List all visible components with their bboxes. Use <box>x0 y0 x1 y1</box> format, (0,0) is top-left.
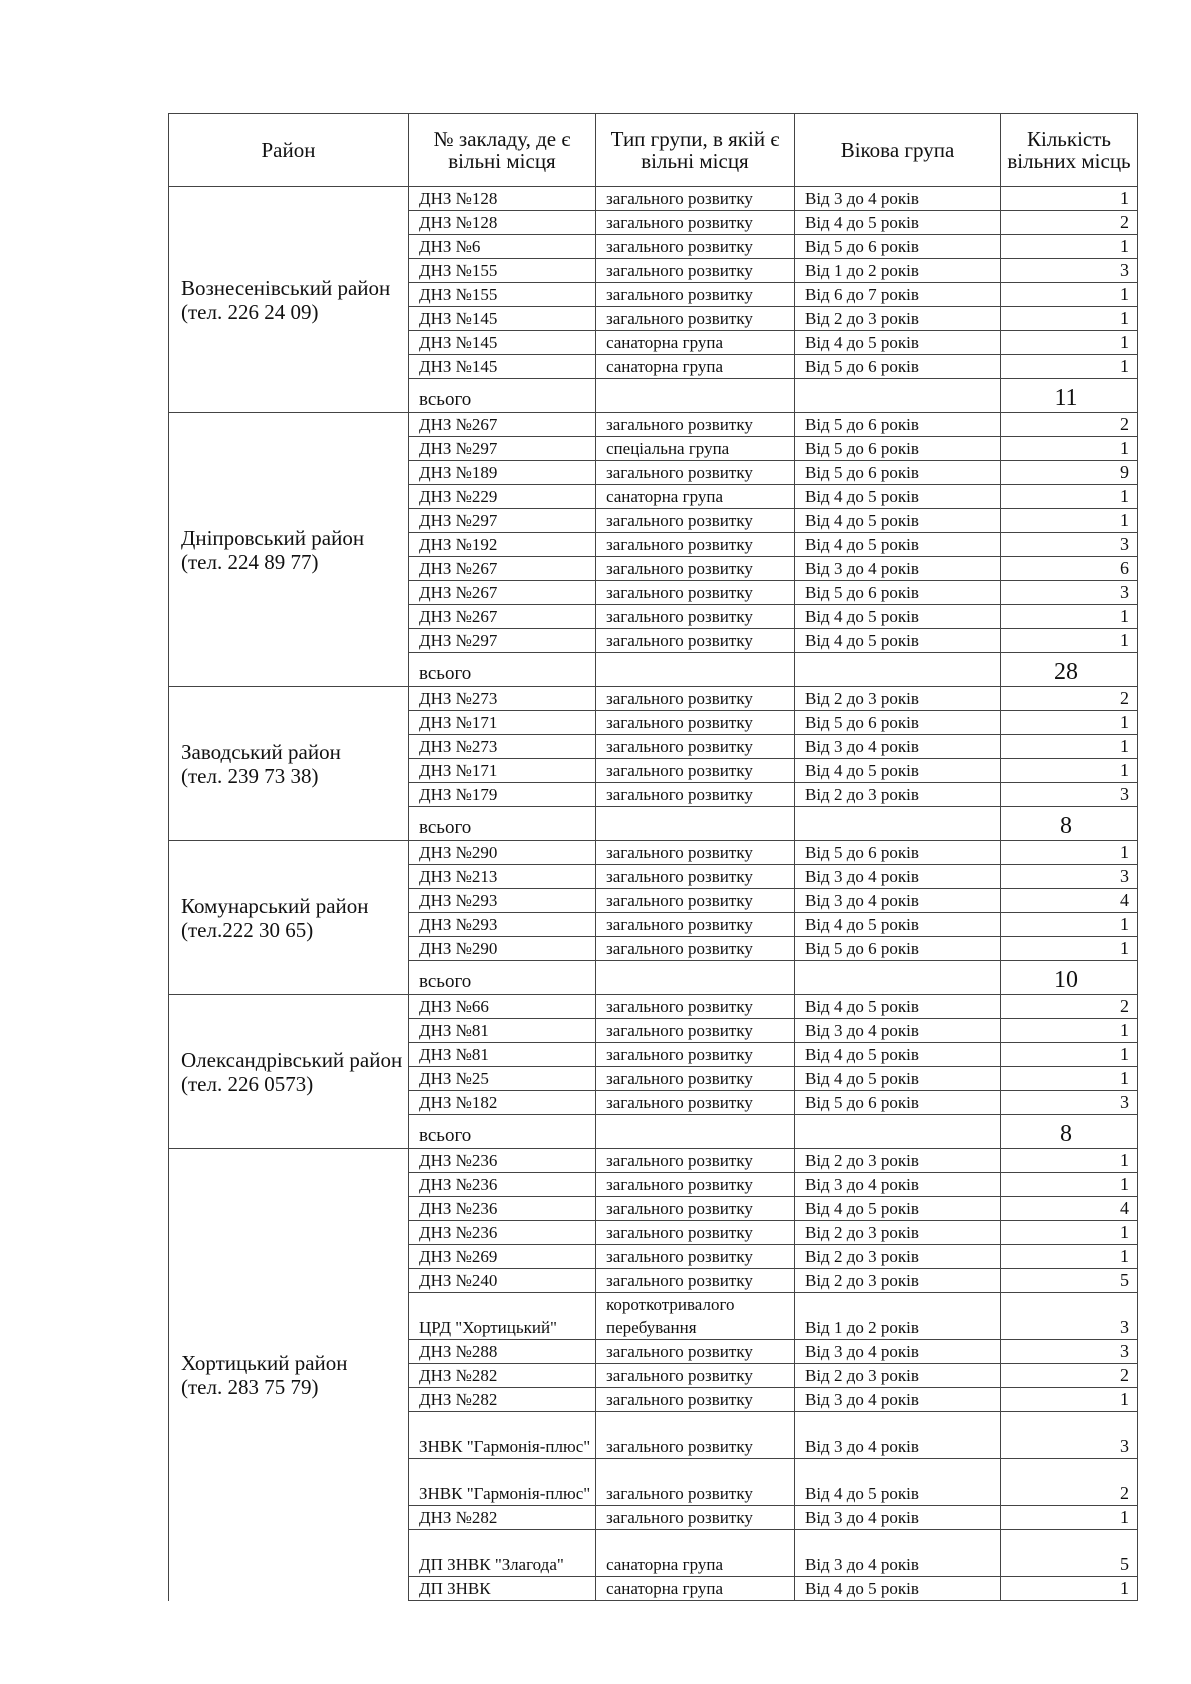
institution-cell: ДНЗ №282 <box>409 1388 596 1412</box>
group-type-cell: санаторна група <box>596 1577 795 1601</box>
institution-cell: ДНЗ №171 <box>409 759 596 783</box>
age-group-cell: Від 1 до 2 років <box>795 259 1001 283</box>
institution-cell: ДНЗ №293 <box>409 913 596 937</box>
free-places-cell: 1 <box>1001 1506 1138 1530</box>
group-type-cell: загального розвитку <box>596 759 795 783</box>
vacancies-table <box>168 113 1138 1601</box>
group-type-cell: загального розвитку <box>596 841 795 865</box>
header-institution: № закладу, де є вільні місця <box>409 114 596 187</box>
free-places-cell: 1 <box>1001 937 1138 961</box>
age-group-cell: Від 4 до 5 років <box>795 759 1001 783</box>
age-group-cell: Від 3 до 4 років <box>795 1388 1001 1412</box>
institution-cell: ДНЗ №297 <box>409 509 596 533</box>
group-type-cell: загального розвитку <box>596 1340 795 1364</box>
group-type-cell: загального розвитку <box>596 211 795 235</box>
free-places-cell: 5 <box>1001 1530 1138 1577</box>
group-type-cell: загального розвитку <box>596 461 795 485</box>
group-type-cell: загального розвитку <box>596 1173 795 1197</box>
age-group-cell: Від 6 до 7 років <box>795 283 1001 307</box>
district-cell <box>169 995 409 1149</box>
free-places-cell: 1 <box>1001 437 1138 461</box>
free-places-cell: 2 <box>1001 1459 1138 1506</box>
institution-cell: ДНЗ №236 <box>409 1173 596 1197</box>
age-group-cell: Від 4 до 5 років <box>795 913 1001 937</box>
age-group-cell: Від 3 до 4 років <box>795 187 1001 211</box>
institution-cell: ДНЗ №236 <box>409 1149 596 1173</box>
group-type-cell: загального розвитку <box>596 259 795 283</box>
age-group-cell: Від 3 до 4 років <box>795 1173 1001 1197</box>
institution-cell: ДНЗ №25 <box>409 1067 596 1091</box>
total-label: всього <box>409 1115 596 1149</box>
free-places-cell: 1 <box>1001 913 1138 937</box>
age-group-cell: Від 5 до 6 років <box>795 937 1001 961</box>
age-group-cell: Від 4 до 5 років <box>795 533 1001 557</box>
free-places-cell: 1 <box>1001 187 1138 211</box>
group-type-cell: загального розвитку <box>596 581 795 605</box>
age-group-cell: Від 5 до 6 років <box>795 841 1001 865</box>
group-type-cell: короткотривалого перебування <box>596 1293 795 1340</box>
free-places-cell: 2 <box>1001 687 1138 711</box>
age-group-cell: Від 2 до 3 років <box>795 307 1001 331</box>
institution-cell: ДНЗ №267 <box>409 557 596 581</box>
institution-cell: ДНЗ №236 <box>409 1221 596 1245</box>
total-label: всього <box>409 653 596 687</box>
age-group-cell: Від 3 до 4 років <box>795 1019 1001 1043</box>
institution-cell: ДНЗ №267 <box>409 605 596 629</box>
institution-cell: ДНЗ №145 <box>409 331 596 355</box>
header-row <box>169 114 1138 187</box>
group-type-cell: санаторна група <box>596 331 795 355</box>
age-group-cell: Від 5 до 6 років <box>795 1091 1001 1115</box>
free-places-cell: 3 <box>1001 533 1138 557</box>
age-group-cell: Від 2 до 3 років <box>795 783 1001 807</box>
institution-cell: ДНЗ №290 <box>409 841 596 865</box>
institution-cell: ДП ЗНВК "Злагода" <box>409 1530 596 1577</box>
district-name: Заводський район <box>181 739 341 764</box>
institution-cell: ДНЗ №81 <box>409 1019 596 1043</box>
age-group-cell: Від 3 до 4 років <box>795 865 1001 889</box>
table-row <box>169 1149 1138 1173</box>
group-type-cell: загального розвитку <box>596 1067 795 1091</box>
age-group-cell: Від 5 до 6 років <box>795 355 1001 379</box>
institution-cell: ДНЗ №66 <box>409 995 596 1019</box>
district-cell <box>169 1149 409 1601</box>
free-places-cell: 1 <box>1001 331 1138 355</box>
age-group-cell: Від 5 до 6 років <box>795 581 1001 605</box>
group-type-cell: загального розвитку <box>596 605 795 629</box>
total-label: всього <box>409 961 596 995</box>
age-group-cell: Від 4 до 5 років <box>795 1577 1001 1601</box>
free-places-cell: 1 <box>1001 1577 1138 1601</box>
free-places-cell: 3 <box>1001 581 1138 605</box>
district-cell <box>169 187 409 413</box>
district-cell <box>169 841 409 995</box>
group-type-cell: загального розвитку <box>596 735 795 759</box>
institution-cell: ДНЗ №267 <box>409 413 596 437</box>
group-type-cell: загального розвитку <box>596 1043 795 1067</box>
age-group-cell: Від 4 до 5 років <box>795 1197 1001 1221</box>
group-type-cell: загального розвитку <box>596 1506 795 1530</box>
free-places-cell: 3 <box>1001 1340 1138 1364</box>
institution-cell: ДНЗ №293 <box>409 889 596 913</box>
group-type-cell: загального розвитку <box>596 1019 795 1043</box>
free-places-cell: 1 <box>1001 307 1138 331</box>
group-type-cell: загального розвитку <box>596 913 795 937</box>
group-type-cell: загального розвитку <box>596 1364 795 1388</box>
institution-cell: ДНЗ №269 <box>409 1245 596 1269</box>
institution-cell: ДНЗ №213 <box>409 865 596 889</box>
institution-cell: ДНЗ №267 <box>409 581 596 605</box>
age-group-cell: Від 2 до 3 років <box>795 1269 1001 1293</box>
empty-cell <box>795 379 1001 413</box>
empty-cell <box>596 1115 795 1149</box>
free-places-cell: 3 <box>1001 1412 1138 1459</box>
institution-cell: ДНЗ №182 <box>409 1091 596 1115</box>
free-places-cell: 3 <box>1001 783 1138 807</box>
age-group-cell: Від 3 до 4 років <box>795 1506 1001 1530</box>
group-type-cell: загального розвитку <box>596 413 795 437</box>
institution-cell: ДНЗ №290 <box>409 937 596 961</box>
group-type-cell: санаторна група <box>596 355 795 379</box>
header-group-type: Тип групи, в якій є вільні місця <box>596 114 795 187</box>
district-phone: (тел. 283 75 79) <box>181 1374 319 1399</box>
group-type-cell: загального розвитку <box>596 1197 795 1221</box>
group-type-cell: загального розвитку <box>596 1269 795 1293</box>
institution-cell: ДНЗ №236 <box>409 1197 596 1221</box>
age-group-cell: Від 1 до 2 років <box>795 1293 1001 1340</box>
free-places-cell: 1 <box>1001 735 1138 759</box>
age-group-cell: Від 5 до 6 років <box>795 235 1001 259</box>
institution-cell: ДНЗ №282 <box>409 1364 596 1388</box>
free-places-cell: 1 <box>1001 1245 1138 1269</box>
group-type-cell: загального розвитку <box>596 783 795 807</box>
group-type-cell: санаторна група <box>596 485 795 509</box>
institution-cell: ДНЗ №145 <box>409 307 596 331</box>
free-places-cell: 1 <box>1001 509 1138 533</box>
age-group-cell: Від 4 до 5 років <box>795 605 1001 629</box>
free-places-cell: 4 <box>1001 1197 1138 1221</box>
free-places-cell: 1 <box>1001 1388 1138 1412</box>
institution-cell: ДНЗ №297 <box>409 629 596 653</box>
district-name: Хортицький район <box>181 1350 348 1375</box>
group-type-cell: загального розвитку <box>596 629 795 653</box>
free-places-cell: 1 <box>1001 759 1138 783</box>
age-group-cell: Від 4 до 5 років <box>795 629 1001 653</box>
free-places-cell: 3 <box>1001 1293 1138 1340</box>
institution-cell: ДНЗ №192 <box>409 533 596 557</box>
age-group-cell: Від 4 до 5 років <box>795 1067 1001 1091</box>
group-type-cell: загального розвитку <box>596 283 795 307</box>
age-group-cell: Від 4 до 5 років <box>795 509 1001 533</box>
age-group-cell: Від 2 до 3 років <box>795 1364 1001 1388</box>
free-places-cell: 1 <box>1001 1173 1138 1197</box>
table-row <box>169 841 1138 865</box>
free-places-cell: 2 <box>1001 995 1138 1019</box>
group-type-cell: загального розвитку <box>596 307 795 331</box>
institution-cell: ДНЗ №171 <box>409 711 596 735</box>
age-group-cell: Від 3 до 4 років <box>795 889 1001 913</box>
age-group-cell: Від 5 до 6 років <box>795 461 1001 485</box>
age-group-cell: Від 4 до 5 років <box>795 211 1001 235</box>
age-group-cell: Від 2 до 3 років <box>795 687 1001 711</box>
free-places-cell: 1 <box>1001 1149 1138 1173</box>
group-type-cell: загального розвитку <box>596 509 795 533</box>
institution-cell: ДНЗ №179 <box>409 783 596 807</box>
table-body <box>169 187 1138 1601</box>
age-group-cell: Від 3 до 4 років <box>795 735 1001 759</box>
institution-cell: ДНЗ №145 <box>409 355 596 379</box>
district-phone: (тел. 226 24 09) <box>181 299 319 324</box>
free-places-cell: 1 <box>1001 1043 1138 1067</box>
age-group-cell: Від 4 до 5 років <box>795 1459 1001 1506</box>
age-group-cell: Від 2 до 3 років <box>795 1221 1001 1245</box>
empty-cell <box>596 379 795 413</box>
institution-cell: ДНЗ №229 <box>409 485 596 509</box>
empty-cell <box>795 807 1001 841</box>
institution-cell: ДНЗ №155 <box>409 259 596 283</box>
free-places-cell: 2 <box>1001 413 1138 437</box>
free-places-cell: 1 <box>1001 485 1138 509</box>
district-phone: (тел. 226 0573) <box>181 1071 314 1096</box>
district-cell <box>169 687 409 841</box>
age-group-cell: Від 4 до 5 років <box>795 485 1001 509</box>
group-type-cell: загального розвитку <box>596 533 795 557</box>
free-places-cell: 9 <box>1001 461 1138 485</box>
group-type-cell: загального розвитку <box>596 711 795 735</box>
group-type-cell: загального розвитку <box>596 1412 795 1459</box>
age-group-cell: Від 3 до 4 років <box>795 1530 1001 1577</box>
empty-cell <box>596 653 795 687</box>
group-type-cell: загального розвитку <box>596 1245 795 1269</box>
free-places-cell: 6 <box>1001 557 1138 581</box>
district-phone: (тел. 224 89 77) <box>181 549 319 574</box>
group-type-cell: загального розвитку <box>596 1388 795 1412</box>
institution-cell: ДП ЗНВК <box>409 1577 596 1601</box>
age-group-cell: Від 3 до 4 років <box>795 557 1001 581</box>
group-type-cell: спеціальна група <box>596 437 795 461</box>
age-group-cell: Від 2 до 3 років <box>795 1149 1001 1173</box>
age-group-cell: Від 4 до 5 років <box>795 1043 1001 1067</box>
free-places-cell: 2 <box>1001 211 1138 235</box>
institution-cell: ДНЗ №288 <box>409 1340 596 1364</box>
group-type-cell: загального розвитку <box>596 1149 795 1173</box>
group-type-cell: загального розвитку <box>596 235 795 259</box>
free-places-cell: 1 <box>1001 235 1138 259</box>
institution-cell: ЗНВК "Гармонія-плюс" <box>409 1412 596 1459</box>
age-group-cell: Від 4 до 5 років <box>795 331 1001 355</box>
header-age-group: Вікова група <box>795 114 1001 187</box>
free-places-cell: 1 <box>1001 841 1138 865</box>
header-district: Район <box>169 114 409 187</box>
free-places-cell: 3 <box>1001 1091 1138 1115</box>
table-row <box>169 413 1138 437</box>
district-phone: (тел. 239 73 38) <box>181 763 319 788</box>
institution-cell: ДНЗ №128 <box>409 211 596 235</box>
district-name: Дніпровський район <box>181 525 365 550</box>
total-label: всього <box>409 807 596 841</box>
group-type-cell: загального розвитку <box>596 1221 795 1245</box>
institution-cell: ДНЗ №273 <box>409 735 596 759</box>
age-group-cell: Від 3 до 4 років <box>795 1340 1001 1364</box>
institution-cell: ДНЗ №273 <box>409 687 596 711</box>
institution-cell: ЗНВК "Гармонія-плюс" <box>409 1459 596 1506</box>
institution-cell: ДНЗ №155 <box>409 283 596 307</box>
district-name: Вознесенівський район <box>181 275 391 300</box>
total-count: 10 <box>1001 961 1138 995</box>
group-type-cell: загального розвитку <box>596 865 795 889</box>
institution-cell: ДНЗ №128 <box>409 187 596 211</box>
group-type-cell: загального розвитку <box>596 995 795 1019</box>
institution-cell: ДНЗ №81 <box>409 1043 596 1067</box>
free-places-cell: 1 <box>1001 283 1138 307</box>
free-places-cell: 1 <box>1001 1019 1138 1043</box>
age-group-cell: Від 5 до 6 років <box>795 437 1001 461</box>
empty-cell <box>596 807 795 841</box>
age-group-cell: Від 4 до 5 років <box>795 995 1001 1019</box>
district-name: Олександрівський район <box>181 1047 403 1072</box>
free-places-cell: 4 <box>1001 889 1138 913</box>
group-type-cell: санаторна група <box>596 1530 795 1577</box>
institution-cell: ЦРД "Хортицький" <box>409 1293 596 1340</box>
free-places-cell: 1 <box>1001 629 1138 653</box>
free-places-cell: 1 <box>1001 1067 1138 1091</box>
age-group-cell: Від 3 до 4 років <box>795 1412 1001 1459</box>
table-row <box>169 187 1138 211</box>
table-row <box>169 687 1138 711</box>
free-places-cell: 1 <box>1001 711 1138 735</box>
free-places-cell: 5 <box>1001 1269 1138 1293</box>
district-name: Комунарський район <box>181 893 369 918</box>
total-count: 8 <box>1001 807 1138 841</box>
empty-cell <box>596 961 795 995</box>
header-free-places: Кількість вільних місць <box>1001 114 1138 187</box>
group-type-cell: загального розвитку <box>596 187 795 211</box>
age-group-cell: Від 2 до 3 років <box>795 1245 1001 1269</box>
total-count: 28 <box>1001 653 1138 687</box>
institution-cell: ДНЗ №240 <box>409 1269 596 1293</box>
group-type-cell: загального розвитку <box>596 1091 795 1115</box>
free-places-cell: 2 <box>1001 1364 1138 1388</box>
total-count: 11 <box>1001 379 1138 413</box>
group-type-cell: загального розвитку <box>596 1459 795 1506</box>
institution-cell: ДНЗ №189 <box>409 461 596 485</box>
total-label: всього <box>409 379 596 413</box>
institution-cell: ДНЗ №297 <box>409 437 596 461</box>
free-places-cell: 1 <box>1001 605 1138 629</box>
age-group-cell: Від 5 до 6 років <box>795 413 1001 437</box>
free-places-cell: 3 <box>1001 865 1138 889</box>
free-places-cell: 1 <box>1001 355 1138 379</box>
empty-cell <box>795 961 1001 995</box>
empty-cell <box>795 1115 1001 1149</box>
total-count: 8 <box>1001 1115 1138 1149</box>
group-type-cell: загального розвитку <box>596 687 795 711</box>
empty-cell <box>795 653 1001 687</box>
district-phone: (тел.222 30 65) <box>181 917 314 942</box>
group-type-cell: загального розвитку <box>596 937 795 961</box>
age-group-cell: Від 5 до 6 років <box>795 711 1001 735</box>
free-places-cell: 3 <box>1001 259 1138 283</box>
group-type-cell: загального розвитку <box>596 557 795 581</box>
group-type-cell: загального розвитку <box>596 889 795 913</box>
institution-cell: ДНЗ №6 <box>409 235 596 259</box>
table-row <box>169 995 1138 1019</box>
district-cell <box>169 413 409 687</box>
free-places-cell: 1 <box>1001 1221 1138 1245</box>
institution-cell: ДНЗ №282 <box>409 1506 596 1530</box>
